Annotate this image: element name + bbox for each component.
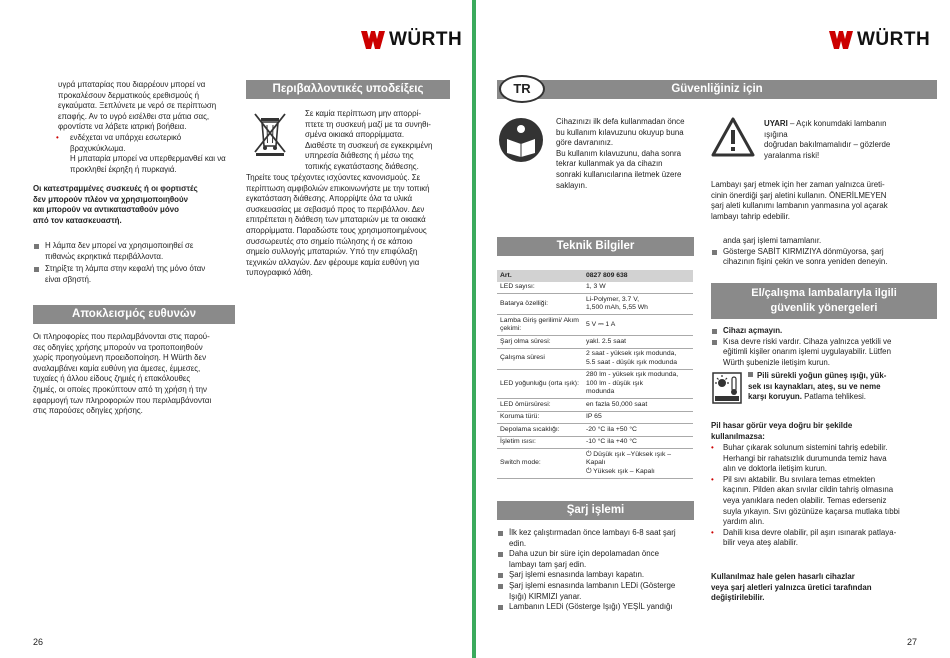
- list-item: Şarj işlemi esnasında lambayı kapatın.: [497, 570, 697, 581]
- page-number: 26: [33, 637, 44, 647]
- table-header-row: [497, 270, 693, 282]
- tech-specs-table: [497, 270, 693, 479]
- table-row: [497, 282, 693, 294]
- work-lamp-heading: El/çalışma lambalarıyla ilgili güvenlik yönergeleri: [711, 283, 937, 319]
- list-item: • Dahili kısa devre olabilir, pil aşırı ısınarak patlaya- bilir veya ateş alabilir.: [711, 527, 897, 548]
- table-cell: LED ömürsüresi:: [497, 399, 583, 412]
- list-item: İlk kez çalıştırmadan önce lambayı 6-8 saat şarj edin.: [497, 528, 697, 549]
- table-cell: Şarj olma süresi:: [497, 336, 583, 349]
- list-item: • Buhar çıkarak solunum sistemini tahriş edebilir. Herhangi bir rahatsızlık durumunda temiz hava alın ve doktorla iletişim kurun.: [711, 443, 888, 474]
- table-row: [497, 449, 693, 479]
- table-cell: Koruma türü:: [497, 411, 583, 424]
- table-cell: en fazla 50,000 saat: [583, 399, 693, 412]
- wurth-logo-mark: [829, 31, 853, 49]
- table-cell: -20 °C ila +50 °C: [583, 424, 693, 437]
- table-cell: -10 °C ila +40 °C: [583, 436, 693, 449]
- table-row: [497, 348, 693, 369]
- liability-text: Οι πληροφορίες που περιλαμβάνονται στις παρού- σες οδηγίες χρήσης μπορούν να τροποποιηθούν χωρίς προηγούμενη προειδοποίηση. Η Würth δεν αναλαμβάνει καμία ευθύνη για άμεσες, έμμεσες, τυχαίες ή άλλου είδους ζημιές ή επακόλουθες ζημιές, οι οποίες προκύπτουν από τη χρήση ή την εφαρμογή των πληροφοριών που περιλαμβάνονται στις παρούσες οδηγίες χρήσης.: [33, 332, 212, 416]
- wurth-logo: [361, 29, 462, 51]
- table-cell: IP 65: [583, 411, 693, 424]
- charging-continued: [711, 236, 937, 268]
- list-item: Lambanın LEDi (Gösterge Işığı) YEŞİL yandığı: [497, 602, 697, 613]
- table-row: [497, 294, 693, 315]
- sun-warning-text: Pili sürekli yoğun güneş ışığı, yük- sek ısı kaynakları, ateş, su ve neme karşı koruyun. Patlama tehlikesi.: [748, 371, 887, 402]
- list-item: Kısa devre riski vardır. Cihaza yalnızca yetkili ve eğitimli kişiler onarım işlemi uygulayabilir. Lütfen Würth şubenizle iletişim kurun.: [711, 337, 937, 369]
- table-row: [497, 336, 693, 349]
- charging-bullets: [497, 528, 697, 613]
- environment-heading: Περιβαλλοντικές υποδείξεις: [246, 80, 450, 99]
- table-cell: 280 lm - yüksek ışık modunda, 100 lm - düşük ışık modunda: [583, 369, 693, 399]
- list-item: anda şarj işlemi tamamlanır.: [723, 236, 822, 245]
- table-cell: Switch mode:: [497, 449, 583, 479]
- table-cell: 0827 809 638: [583, 270, 693, 282]
- charger-note-text: Lambayı şarj etmek için her zaman yalnızca üreti- cinin önerdiği şarj aletini kullanın. ÖNERİLMEYEN şarj aleti kullanımı lambanın yanmasına yol açarak lambayı tahrip edebilir.: [711, 180, 888, 221]
- read-manual-icon: [498, 117, 544, 168]
- final-warning-text: Kullanılmaz hale gelen hasarlı cihazlar veya şarj aletleri yalnızca üretici tarafından değiştirilebilir.: [711, 572, 872, 603]
- charging-heading: Şarj işlemi: [497, 501, 694, 520]
- table-cell: Batarya özelliği:: [497, 294, 583, 315]
- table-row: [497, 369, 693, 399]
- warning-triangle-icon: [711, 117, 755, 162]
- brand-name: WÜRTH: [857, 29, 931, 50]
- work-lamp-bullets: [711, 326, 937, 368]
- battery-damage-bullets: [711, 443, 937, 549]
- table-cell: Li-Polymer, 3.7 V, 1,500 mAh, 5,55 Wh: [583, 294, 693, 315]
- table-row: [497, 411, 693, 424]
- table-cell: Art.: [497, 270, 583, 282]
- table-cell: Çalışma süresi: [497, 348, 583, 369]
- list-item: Şarj işlemi esnasında lambanın LEDi (Gösterge Işığı) KIRMIZI yanar.: [497, 581, 697, 602]
- environment-side-text: Σε καμία περίπτωση μην απορρί- πτετε τη συσκευή μαζί με τα συνηθι- σμένα οικιακά απορρίμματα. Διαθέστε τη συσκευή σε εγκεκριμένη υπηρεσία διάθεσης ή μέσω της τοπικής εγκατάστασης διάθεσης.: [305, 109, 433, 171]
- brand-name: WÜRTH: [389, 29, 463, 50]
- read-manual-text: Cihazınızı ilk defa kullanmadan önce bu kullanım kılavuzunu okuyup buna göre davranınız. Bu kullanım kılavuzunu, daha sonra tekrar kullanmak ya da cihazın sonraki kullanıcılarına iletmek üzere saklayın.: [556, 117, 685, 190]
- table-cell: yakl. 2.5 saat: [583, 336, 693, 349]
- table-cell: 2 saat - yüksek ışık modunda, 5.5 saat - düşük ışık modunda: [583, 348, 693, 369]
- table-cell: LED sayısı:: [497, 282, 583, 294]
- table-row: [497, 436, 693, 449]
- wurth-logo: [829, 29, 930, 51]
- list-item: Στηρίξτε τη λάμπα στην κεφαλή της μόνο όταν είναι σβηστή.: [33, 264, 243, 285]
- tech-heading: Teknik Bilgiler: [497, 237, 694, 256]
- lamp-bullets: [33, 241, 243, 285]
- list-item: Cihazı açmayın.: [711, 326, 937, 337]
- list-item: • Pil sıvı aktabilir. Bu sıvılara temas etmekten kaçının. Pilden akan sıvılar cildin tahriş olmasına veya yanıklara neden olabilir. Temas ederseniz suyla yıkayın. Sıvı gözünüze kaçarsa mutlaka tıbbi yardım alın.: [711, 474, 900, 527]
- heat-warning-icon: [712, 372, 742, 409]
- list-item: Daha uzun bir süre için depolamadan önce lambayı tam şarj edin.: [497, 549, 697, 570]
- list-item: Gösterge SABİT KIRMIZIYA dönmüyorsa, şarj cihazının fişini çekin ve sonra yeniden deneyin.: [711, 247, 937, 268]
- damaged-device-warning: Οι κατεστραμμένες συσκευές ή οι φορτιστές δεν μπορούν πλέον να χρησιμοποιηθούν και μπορούν να αντικατασταθούν μόνο από τον κατασκευαστή.: [33, 184, 198, 225]
- table-cell: Lamba Giriş gerilimi/ Akım çekimi:: [497, 315, 583, 336]
- table-cell: İşletim ısısı:: [497, 436, 583, 449]
- left-page: [0, 0, 472, 658]
- table-cell: LED yoğunluğu (orta ışık):: [497, 369, 583, 399]
- table-row: [497, 424, 693, 437]
- crossed-bin-icon: [252, 110, 288, 161]
- liability-heading: Αποκλεισμός ευθυνών: [33, 305, 235, 324]
- table-row: [497, 315, 693, 336]
- table-cell: Depolama sıcaklığı:: [497, 424, 583, 437]
- eye-warning-text: UYARI – Açık konumdaki lambanın ışığına doğrudan bakılmamalıdır – gözlerde yaralanma riski!: [764, 119, 891, 160]
- table-cell: ⏻ Düşük ışık –Yüksek ışık –Kapalı ⏻ Yüksek ışık – Kapalı: [583, 449, 693, 479]
- table-row: [497, 399, 693, 412]
- language-badge: TR: [499, 75, 545, 103]
- list-item: Η λάμπα δεν μπορεί να χρησιμοποιηθεί σε πιθανώς εκρηκτικά περιβάλλοντα.: [33, 241, 243, 262]
- table-cell: 1, 3 W: [583, 282, 693, 294]
- table-cell: 5 V ⎓ 1 A: [583, 315, 693, 336]
- environment-text: Τηρείτε τους τρέχοντες ισχύοντες κανονισμούς. Σε περίπτωση αμφιβολιών επικοινωνήστε με την τοπική εγκατάσταση διάθεσης. Απορρίψτε όλα τα υλικά συσκευασίας με σεβασμό προς το περιβάλλον. Δεν επιτρέπεται η διάθεση των μπαταριών με τα οικιακά απορρίμματα. Παραδώστε τους χρησιμοποιημένους συσσωρευτές στο σημείο πώλησης ή σε κάποιο σημείο συλλογής μπαταριών. Υπό την επιφύλαξη τεχνικών αλλαγών. Δεν φέρουμε καμία ευθύνη για τυπογραφικό λάθη.: [246, 173, 430, 278]
- wurth-logo-mark: [361, 31, 385, 49]
- page-number: 27: [907, 637, 918, 647]
- safety-heading: [497, 80, 937, 99]
- battery-warning-text: υγρά μπαταρίας που διαρρέουν μπορεί να προκαλέσουν δερματικούς ερεθισμούς ή εγκαύματα. Ξεπλύνετε με νερό σε περίπτωση επαφής. Αν το υγρό εισέλθει στα μάτια σας, φροντίστε να λάβετε ιατρική βοήθεια. • ενδέχεται να υπάρχει εσωτερικό βραχυκύκλωμα. Η μπαταρία μπορεί να υπερθερμανθεί και να προκληθεί έκρηξη ή πυρκαγιά.: [56, 80, 226, 174]
- battery-damage-title: Pil hasar görür veya doğru bir şekilde kullanılmazsa:: [711, 421, 853, 441]
- safety-title: Güvenliğiniz için: [671, 83, 763, 95]
